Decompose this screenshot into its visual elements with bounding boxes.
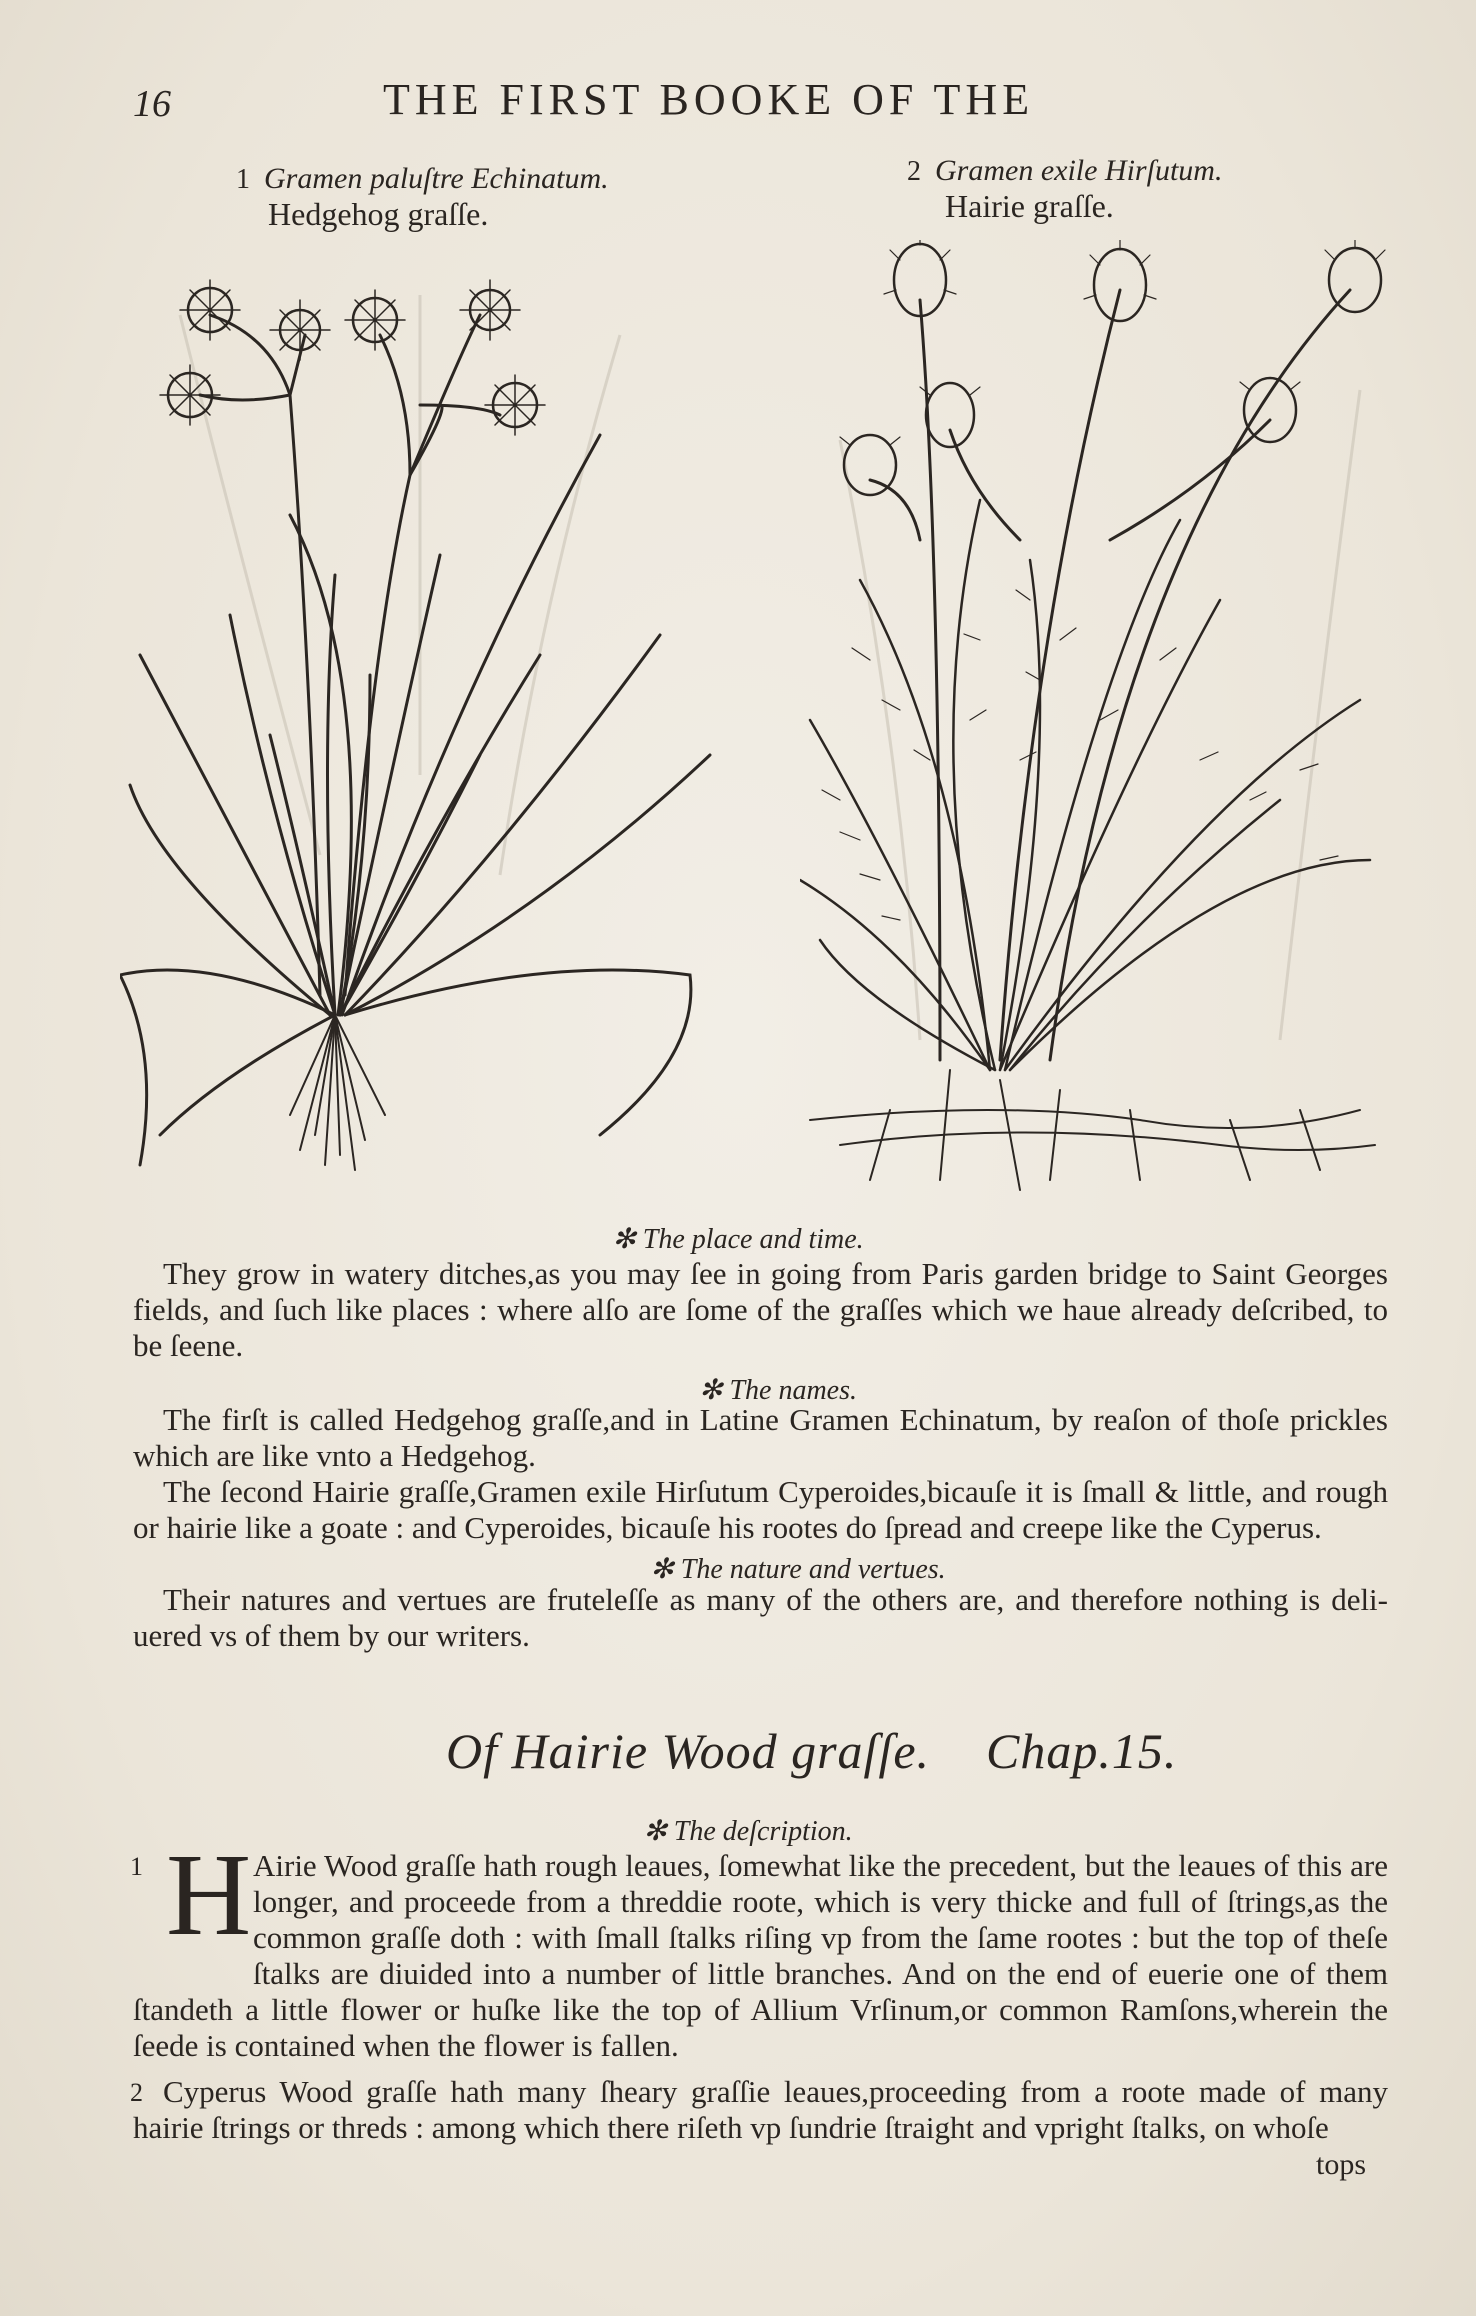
names-heading: ✻ The names. (698, 1375, 857, 1406)
nature-heading: ✻ The nature and vertues. (650, 1554, 946, 1585)
figure-1-latin-name: Gramen paluſtre Echinatum. (264, 162, 609, 195)
figure-2-caption (907, 154, 1222, 225)
chapter-number: Chap.15. (986, 1723, 1178, 1779)
names-paragraph-1: The firſt is called Hedgehog graſſe,and in Latine Gramen Echinatum, by reaſon of thoſe prickles which are like vnto a Hedgehog. (133, 1402, 1388, 1473)
hairie-grass-woodcut (800, 240, 1400, 1215)
hedgehog-grass-woodcut (120, 255, 720, 1200)
figure-1-number: 1 (236, 164, 250, 195)
figure-2-english-name: Hairie graſſe. (945, 188, 1114, 224)
page-number: 16 (133, 83, 171, 125)
item-2-number: 2 (130, 2078, 143, 2107)
chapter-title: Of Hairie Wood graſſe. (446, 1723, 931, 1779)
place-paragraph: They grow in watery ditches,as you may ſee in going from Paris garden bridge to Saint Georges fields, and ſuch like places : where alſo are ſome of the graſſes which we haue already deſcribed, to be ſeene. (133, 1256, 1388, 1363)
nature-paragraph: Their natures and vertues are fruteleſſe as many of the others are, and therefore nothing is deli-uered vs of them by our writers. (133, 1582, 1388, 1653)
description-item-1-text: Airie Wood graſſe hath rough leaues, ſomewhat like the precedent, but the leaues of this are longer, and proceede from a threddie roote, which is very thicke and full of ſtrings,as the common graſſe doth : with ſmall ſtalks riſing vp from the ſame rootes : but the top of theſe ſtalks are diuided into a number of little branches. And on the end of euerie one of them ſtandeth a little flower or huſke like the top of Allium Vrſinum,or common Ramſons,wherein the ſeede is contained when the flower is fallen. (133, 1848, 1388, 2063)
catchword: tops (1316, 2148, 1367, 2181)
description-item-1 (133, 1848, 1388, 2064)
item-1-number: 1 (130, 1852, 143, 1881)
dropcap-spacer (133, 1848, 253, 1958)
figure-1-caption (236, 162, 609, 233)
chapter-heading (446, 1722, 1177, 1780)
figure-2-number: 2 (907, 156, 921, 187)
description-item-2: Cyperus Wood graſſe hath many ſheary graſſie leaues,proceeding from a roote made of many hairie ſtrings or threds : among which there riſeth vp ſundrie ſtraight and vpright ſtalks, on whoſe (133, 2074, 1388, 2145)
drop-capital: H (166, 1829, 252, 1960)
figure-2-latin-name: Gramen exile Hirſutum. (935, 154, 1223, 187)
place-heading: ✻ The place and time. (612, 1224, 864, 1255)
figure-1-english-name: Hedgehog graſſe. (268, 196, 489, 232)
description-heading: ✻ The deſcription. (643, 1816, 853, 1847)
running-title: THE FIRST BOOKE OF THE (383, 75, 1035, 124)
names-paragraph-2: The ſecond Hairie graſſe,Gramen exile Hirſutum Cyperoides,bicauſe it is ſmall & little, and rough or hairie like a goate : and Cyperoides, bicauſe his rootes do ſpread and creepe like the Cyperus. (133, 1474, 1388, 1545)
